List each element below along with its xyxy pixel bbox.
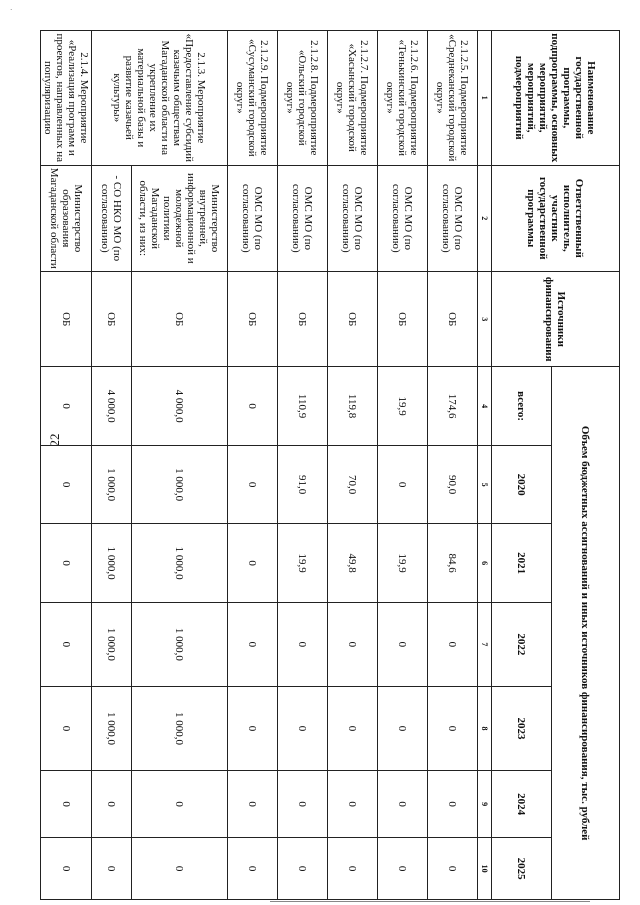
table-row: [41, 31, 92, 900]
cell-2020: 0: [228, 445, 278, 523]
cell-2022: 0: [328, 602, 378, 686]
cell-source: ОБ: [378, 272, 428, 367]
cell-executor: ОМС МО (по согласованию): [228, 165, 278, 272]
cell-executor: ОМС МО (по согласованию): [328, 165, 378, 272]
cell-executor: ОМС МО (по согласованию): [428, 165, 478, 272]
column-number: 7: [478, 602, 492, 686]
cell-name: 2.1.2.6. Подмероприятие «Тенькинский городской округ»: [378, 31, 428, 166]
cell-name: 2.1.2.7. Подмероприятие «Хасынский городской округ»: [328, 31, 378, 166]
cell-2022: 1 000,0: [92, 602, 132, 686]
header-year: 2024: [492, 771, 552, 838]
cell-total: 174,6: [428, 367, 478, 445]
cell-2022: 0: [228, 602, 278, 686]
cell-2024: 0: [132, 771, 228, 838]
cell-2021: 0: [41, 524, 92, 602]
funding-table: [40, 30, 620, 900]
cell-executor: ОМС МО (по согласованию): [378, 165, 428, 272]
table-row: [228, 31, 278, 900]
cell-2022: 0: [378, 602, 428, 686]
column-number: 5: [478, 445, 492, 523]
cell-source: ОБ: [41, 272, 92, 367]
cell-2023: 0: [41, 686, 92, 770]
column-number: 4: [478, 367, 492, 445]
table-row: [132, 31, 228, 900]
column-number: 6: [478, 524, 492, 602]
header-year: 2022: [492, 602, 552, 686]
table-row: [278, 31, 328, 900]
cell-total: 0: [228, 367, 278, 445]
cell-2022: 1 000,0: [132, 602, 228, 686]
cell-2025: 0: [132, 838, 228, 900]
bottom-rule: [270, 901, 590, 902]
header-year: 2023: [492, 686, 552, 770]
cell-source: ОБ: [428, 272, 478, 367]
cell-2024: 0: [428, 771, 478, 838]
cell-2023: 0: [428, 686, 478, 770]
cell-name: 2.1.4. Мероприятие «Реализация программ и проектов, направленных на популяризацию: [41, 31, 92, 166]
cell-executor: ОМС МО (по согласованию): [278, 165, 328, 272]
cell-2020: 1 000,0: [92, 445, 132, 523]
cell-source: ОБ: [92, 272, 132, 367]
cell-2020: 0: [378, 445, 428, 523]
cell-2025: 0: [228, 838, 278, 900]
cell-total: 4 000,0: [92, 367, 132, 445]
column-number: 1: [478, 31, 492, 166]
cell-name: 2.1.2.8. Подмероприятие «Ольский городской округ»: [278, 31, 328, 166]
cell-2024: 0: [228, 771, 278, 838]
cell-2022: 0: [428, 602, 478, 686]
header-executor: Ответственный исполнитель, участник государственной программы: [492, 165, 620, 272]
cell-2023: 0: [228, 686, 278, 770]
cell-2025: 0: [92, 838, 132, 900]
cell-2021: 1 000,0: [132, 524, 228, 602]
cell-2021: 1 000,0: [92, 524, 132, 602]
cell-2024: 0: [92, 771, 132, 838]
cell-2020: 0: [41, 445, 92, 523]
cell-2024: 0: [278, 771, 328, 838]
cell-2024: 0: [41, 771, 92, 838]
cell-2025: 0: [328, 838, 378, 900]
cell-total: 0: [41, 367, 92, 445]
corner-mark: ·: [10, 6, 13, 14]
cell-2021: 19,9: [378, 524, 428, 602]
header-year: 2021: [492, 524, 552, 602]
column-number: 9: [478, 771, 492, 838]
cell-2025: 0: [278, 838, 328, 900]
cell-total: 19,9: [378, 367, 428, 445]
table-row: [428, 31, 478, 900]
cell-2021: 0: [228, 524, 278, 602]
cell-name: 2.1.2.5. Подмероприятие «Среднеканский городской округ»: [428, 31, 478, 166]
cell-source: ОБ: [278, 272, 328, 367]
rotated-table-wrapper: [42, 30, 620, 900]
cell-2021: 84,6: [428, 524, 478, 602]
cell-2023: 1 000,0: [92, 686, 132, 770]
cell-total: 119,8: [328, 367, 378, 445]
header-total: всего:: [492, 367, 552, 445]
cell-2025: 0: [41, 838, 92, 900]
cell-2024: 0: [378, 771, 428, 838]
column-number: 3: [478, 272, 492, 367]
header-year: 2020: [492, 445, 552, 523]
cell-2025: 0: [378, 838, 428, 900]
header-funding: Объем бюджетных ассигнований и иных источников финансирования, тыс. рублей: [552, 367, 620, 900]
column-number: 2: [478, 165, 492, 272]
cell-source: ОБ: [132, 272, 228, 367]
column-number: 8: [478, 686, 492, 770]
cell-executor: Министерство образования Магаданской области: [41, 165, 92, 272]
cell-2022: 0: [41, 602, 92, 686]
cell-2020: 70,0: [328, 445, 378, 523]
cell-name: 2.1.3. Мероприятие «Предоставление субсидий казачьим обществам Магаданской области на укрепление их материальной базы и развитие казачьей культуры»: [92, 31, 228, 166]
cell-name: 2.1.2.9. Подмероприятие «Сусуманский городской округ»: [228, 31, 278, 166]
column-number: 10: [478, 838, 492, 900]
header-year: 2025: [492, 838, 552, 900]
cell-2023: 0: [378, 686, 428, 770]
header-source: Источники финансирования: [492, 272, 620, 367]
cell-2023: 1 000,0: [132, 686, 228, 770]
header-name: Наименование государственной программы, подпрограммы, основных мероприятий, мероприятий, подмероприятий: [492, 31, 620, 166]
cell-2023: 0: [278, 686, 328, 770]
cell-2020: 1 000,0: [132, 445, 228, 523]
cell-total: 110,9: [278, 367, 328, 445]
cell-2025: 0: [428, 838, 478, 900]
cell-source: ОБ: [228, 272, 278, 367]
cell-executor: - СО НКО МО (по согласованию): [92, 165, 132, 272]
cell-2021: 49,8: [328, 524, 378, 602]
table-row: [378, 31, 428, 900]
cell-total: 4 000,0: [132, 367, 228, 445]
page-number: 22: [47, 433, 62, 447]
cell-source: ОБ: [328, 272, 378, 367]
cell-executor: Министерство внутренней, информационной и молодежной политики Магаданской области, из них:: [132, 165, 228, 272]
cell-2021: 19,9: [278, 524, 328, 602]
cell-2024: 0: [328, 771, 378, 838]
cell-2020: 90,0: [428, 445, 478, 523]
table-row: [328, 31, 378, 900]
cell-2022: 0: [278, 602, 328, 686]
cell-2023: 0: [328, 686, 378, 770]
cell-2020: 91,0: [278, 445, 328, 523]
